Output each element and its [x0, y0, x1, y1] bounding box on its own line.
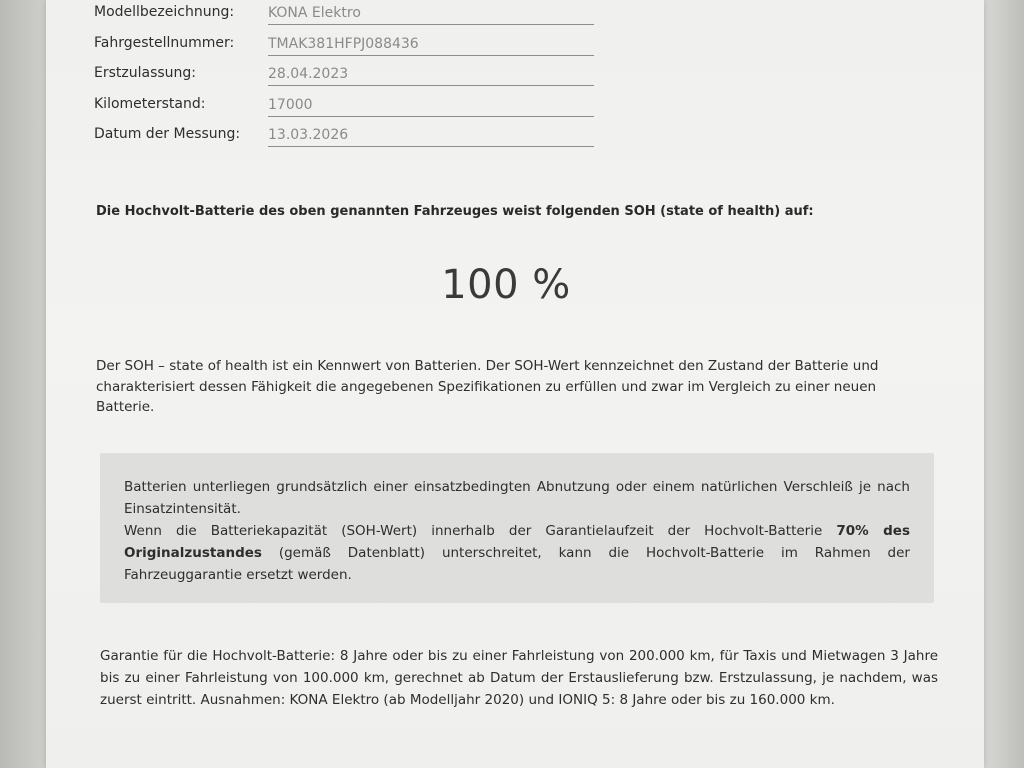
- soh-value: 100 %: [441, 262, 571, 308]
- field-model-label: Modellbezeichnung:: [94, 4, 235, 20]
- right-background-edge: [984, 0, 1024, 768]
- field-vin-row: [94, 31, 614, 62]
- notice-capacity-paragraph: [124, 520, 910, 586]
- field-mileage-value: 17000: [268, 96, 594, 117]
- notice-capacity-end: (gemäß Datenblatt) unterschreitet, kann die Hochvolt-Batterie im Rahmen der Fahrzeuggarantie ersetzt werden.: [124, 545, 910, 583]
- field-mileage-label: Kilometerstand:: [94, 95, 206, 112]
- field-model-row: [94, 0, 614, 31]
- warranty-notice-text: [124, 476, 910, 586]
- field-registration-label: Erstzulassung:: [94, 65, 197, 81]
- field-measurement-date-label: Datum der Messung:: [94, 126, 241, 142]
- field-model-value: KONA Elektro: [268, 4, 594, 25]
- notice-capacity-start: Wenn die Batteriekapazität (SOH-Wert) innerhalb der Garantielaufzeit der Hochvolt-Batterie: [124, 523, 837, 539]
- warranty-notice-box: [100, 453, 934, 603]
- vehicle-info-fields: [94, 0, 614, 153]
- field-vin-value: TMAK381HFPJ088436: [268, 35, 594, 56]
- field-vin-label: Fahrgestellnummer:: [94, 34, 235, 51]
- field-measurement-date-value: 13.03.2026: [268, 126, 594, 147]
- soh-definition-paragraph: Der SOH – state of health ist ein Kennwert von Batterien. Der SOH-Wert kennzeichnet den Zustand der Batterie und charakterisiert dessen Fähigkeit die angegebenen Spezifikationen zu erfüllen und zwar im Vergleich zu einer neuen Batterie.: [96, 358, 879, 415]
- left-background-edge: [0, 0, 46, 768]
- field-measurement-date-row: [94, 122, 614, 153]
- field-mileage-row: [94, 92, 614, 123]
- field-registration-value: 28.04.2023: [268, 65, 594, 86]
- soh-intro-sentence: Die Hochvolt-Batterie des oben genannten Fahrzeuges weist folgenden SOH (state of health) auf:: [96, 204, 814, 219]
- field-registration-row: [94, 61, 614, 92]
- battery-guarantee-paragraph: Garantie für die Hochvolt-Batterie: 8 Jahre oder bis zu einer Fahrleistung von 200.000 km, für Taxis und Mietwagen 3 Jahre bis zu einer Fahrleistung von 100.000 km, gerechnet ab Datum der Erstauslieferung bzw. Erstzulassung, je nachdem, was zuerst eintritt. Ausnahmen: KONA Elektro (ab Modelljahr 2020) und IONIQ 5: 8 Jahre oder bis zu 160.000 km.: [100, 648, 938, 708]
- notice-wear-paragraph: Batterien unterliegen grundsätzlich einer einsatzbedingten Abnutzung oder einem natürlichen Verschleiß je nach Einsatzintensität.: [124, 479, 910, 517]
- notice-capacity-threshold: 70% des Originalzustandes: [124, 523, 911, 561]
- certificate-sheet: [46, 0, 984, 768]
